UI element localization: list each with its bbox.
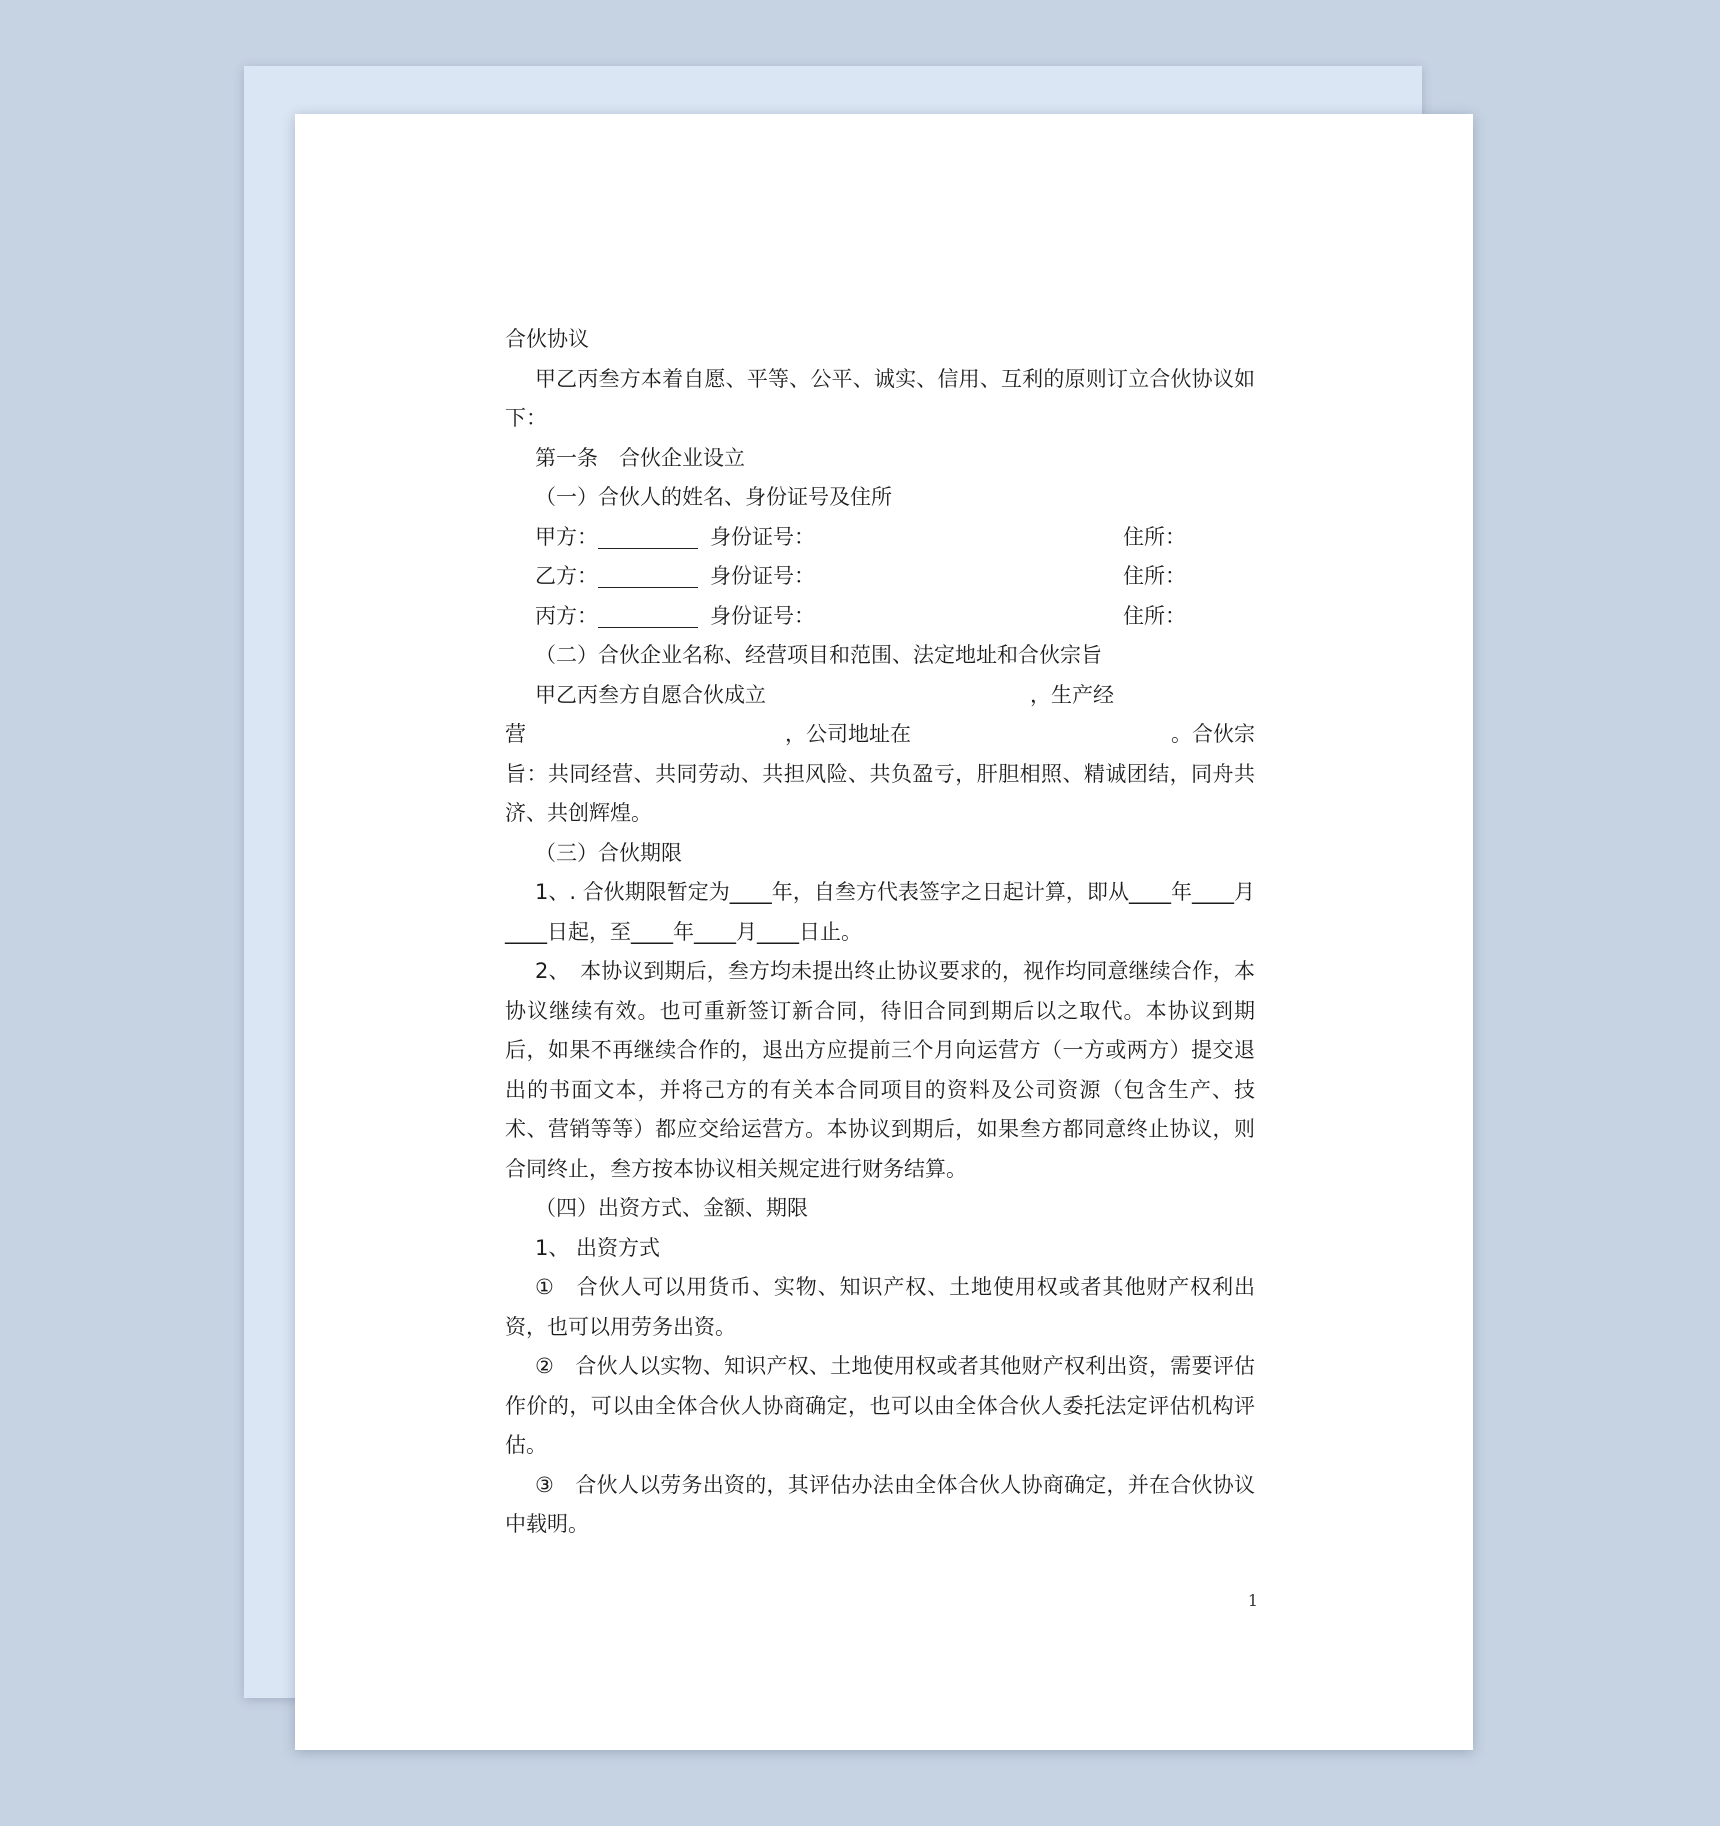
term-item-1: 1、. 合伙期限暂定为____年，自叁方代表签字之日起计算，即从____年____月____日起，至____年____月____日止。 [505, 880, 1255, 944]
party-row-a [505, 518, 1255, 558]
address-label: 住所： [1123, 603, 1186, 628]
address-label: 住所： [1123, 564, 1186, 588]
capital-item-1: 1、 出资方式 [535, 1235, 661, 1260]
business-scope-text: ，生产经 [1030, 682, 1114, 707]
section1-heading: （一）合伙人的姓名、身份证号及住所 [535, 485, 892, 509]
document-title: 合伙协议 [505, 327, 589, 351]
party-field: 甲方： [535, 518, 698, 558]
party-name-blank [598, 563, 698, 588]
section2-heading: （二）合伙企业名称、经营项目和范围、法定地址和合伙宗旨 [535, 643, 1102, 667]
document-page [295, 114, 1473, 1750]
article1-heading: 第一条 合伙企业设立 [535, 445, 745, 470]
id-number-label: 身份证号： [710, 603, 815, 628]
party-field: 丙方： [535, 597, 698, 637]
partnership-purpose: 旨：共同经营、共同劳动、共担风险、共负盈亏，肝胆相照、精诚团结，同舟共济、共创辉煌。 [505, 761, 1255, 825]
party-row-b [505, 557, 1255, 597]
capital-sub-1: ① 合伙人可以用货币、实物、知识产权、土地使用权或者其他财产权利出资，也可以用劳务出资。 [505, 1275, 1255, 1339]
address-label: 住所： [1123, 524, 1186, 549]
capital-sub-3: ③ 合伙人以劳务出资的，其评估办法由全体合伙人协商确定，并在合伙协议中载明。 [505, 1472, 1255, 1536]
page-number: 1 [1247, 1591, 1258, 1610]
intro-paragraph: 甲乙丙叁方本着自愿、平等、公平、诚实、信用、互利的原则订立合伙协议如下： [505, 366, 1255, 430]
section4-heading: （四）出资方式、金额、期限 [535, 1196, 808, 1220]
document-body [505, 320, 1255, 1545]
party-row-c [505, 597, 1255, 637]
party-field: 乙方： [535, 557, 698, 597]
term-item-2: 2、 本协议到期后，叁方均未提出终止协议要求的，视作均同意继续合作，本协议继续有效。也可重新签订新合同，待旧合同到期后以之取代。本协议到期后，如果不再继续合作的，退出方应提前三个月向运营方（一方或两方）提交退出的书面文本，并将己方的有关本合同项目的资料及公司资源（包含生产、技术、营销等等）都应交给运营方。本协议到期后，如果叁方都同意终止协议，则合同终止，叁方按本协议相关规定进行财务结算。 [505, 959, 1255, 1181]
business-text: 营 [505, 722, 526, 746]
purpose-lead-text: 。合伙宗 [1171, 722, 1255, 746]
company-address-label: ，公司地址在 [785, 722, 911, 746]
party-name-blank [598, 603, 698, 628]
id-number-label: 身份证号： [710, 564, 815, 588]
company-line-1 [505, 676, 1255, 716]
section3-heading: （三）合伙期限 [535, 840, 682, 865]
capital-sub-2: ② 合伙人以实物、知识产权、土地使用权或者其他财产权利出资，需要评估作价的，可以由全体合伙人协商确定，也可以由全体合伙人委托法定评估机构评估。 [505, 1354, 1255, 1457]
company-line-2 [505, 715, 1255, 755]
company-formation-text: 甲乙丙叁方自愿合伙成立 [535, 682, 766, 707]
party-name-blank [598, 524, 698, 549]
id-number-label: 身份证号： [710, 524, 815, 549]
